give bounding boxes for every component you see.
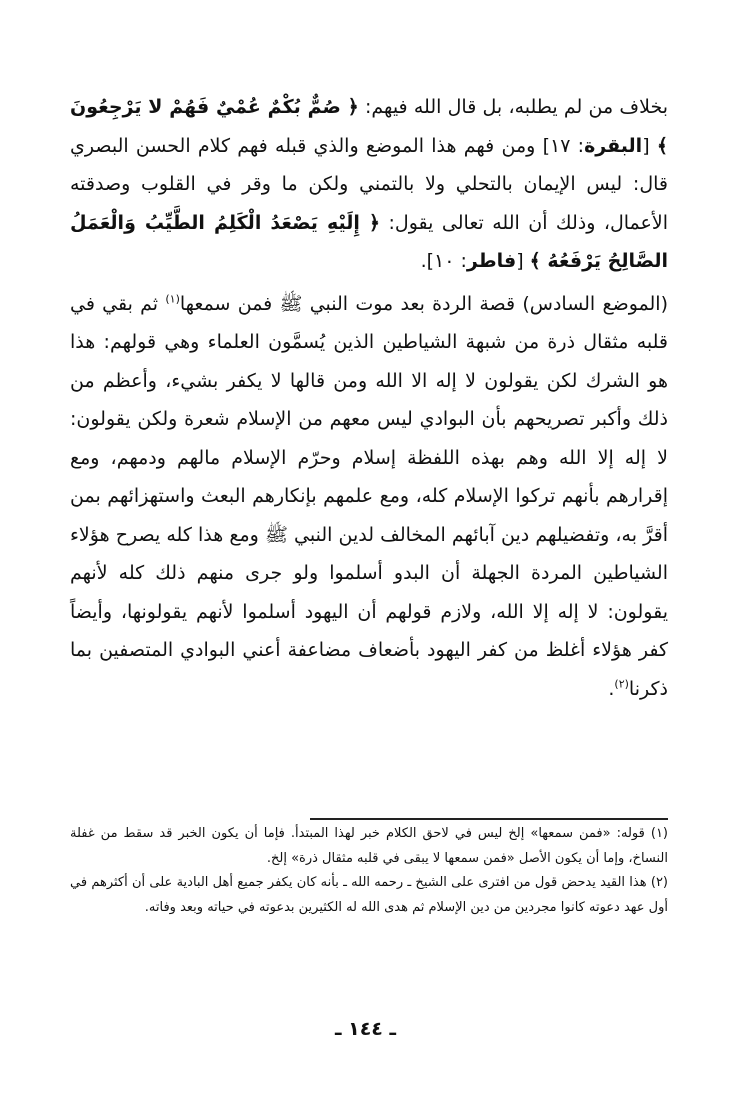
- verse-2-surah-name: فاطر: [466, 250, 517, 272]
- verse-2-ref-open: [: [516, 250, 530, 272]
- quran-verse-1: ﴿ صُمٌّ بُكْمٌ عُمْيٌ فَهُمْ لا يَرْجِعُونَ ﴾: [70, 96, 668, 157]
- quran-verse-2: ﴿ إِلَيْهِ يَصْعَدُ الْكَلِمُ الطَّيِّبُ وَالْعَمَلُ الصَّالِحُ يَرْفَعُهُ ﴾: [70, 211, 668, 272]
- page-number: ـ ١٤٤ ـ: [334, 1018, 396, 1040]
- paragraph-1-intro: بخلاف من لم يطلبه، بل قال الله فيهم:: [358, 96, 669, 118]
- verse-1-ref-open: [: [642, 134, 657, 157]
- paragraph-2-end: .: [608, 677, 615, 700]
- footnote-marker-1: (١): [165, 292, 180, 306]
- paragraph-1-text: : ١٧] ومن فهم هذا الموضع والذي قبله فهم كلام الحسن البصري قال: ليس الإيمان بالتحلي ولا بالتمني ولكن ما وقر في القلوب وصدقته الأعمال، وذلك أن الله تعالى يقول:: [70, 134, 668, 234]
- paragraph-1: [70, 88, 668, 281]
- footnote-1: (١) قوله: «فمن سمعها» إلخ ليس في لاحق الكلام خبر لهذا المبتدأ. فإما أن يكون الخبر قد سقط من غفلة النساخ، وإما أن يكون الأصل «فمن سمعها لا يبقى في قلبه مثقال ذرة» إلخ.: [70, 826, 668, 866]
- footnote-marker-2: (٢): [614, 677, 629, 691]
- paragraph-2-body: ثم بقي في قلبه مثقال ذرة من شبهة الشياطين الذين يُسمَّون العلماء وهي قولهم: هذا هو الشرك لكن يقولون لا إله الا الله ومن قالها لا يكفر بشيء، وأعظم من ذلك وأكبر تصريحهم بأن البوادي ليس معهم من الإسلام شعرة ولكن يقولون: لا إله إلا الله وهم بهذه اللفظة إسلام وحرّم الإسلام مالهم ودمهم، ومع إقرارهم بأنهم تركوا الإسلام كله، ومع علمهم بإنكارهم البعث واستهزائهم بمن أقرَّ به، وتفضيلهم دين آبائهم المخالف لدين النبي ﷺ ومع هذا كله يصرح هؤلاء الشياطين المردة الجهلة أن البدو أسلموا ولو جرى منهم ذلك كله لأنهم يقولون: لا إله إلا الله، ولازم قولهم أن اليهود أسلموا لأنهم يقولونها، وأيضاً كفر هؤلاء أغلظ من كفر اليهود بأضعاف مضاعفة أعني البوادي المتصفين بما ذكرنا: [70, 292, 668, 700]
- footnotes: [70, 822, 668, 920]
- page-body: [70, 88, 668, 708]
- verse-1-surah-name: البقرة: [584, 134, 643, 157]
- paragraph-2: [70, 285, 668, 709]
- footnote-2: (٢) هذا القيد يدحض قول من افترى على الشيخ ـ رحمه الله ـ بأنه كان يكفر جميع أهل البادية على أن أكثرهم في أول عهد دعوته كانوا مجردين من دين الإسلام ثم هدى الله له الكثيرين بدعوته في حياته وبعد وفاته.: [70, 875, 668, 915]
- verse-2-ref-close: : ١٠].: [420, 250, 467, 272]
- footnote-divider: [310, 818, 668, 820]
- paragraph-2-start: (الموضع السادس) قصة الردة بعد موت النبي ﷺ فمن سمعها: [179, 292, 668, 315]
